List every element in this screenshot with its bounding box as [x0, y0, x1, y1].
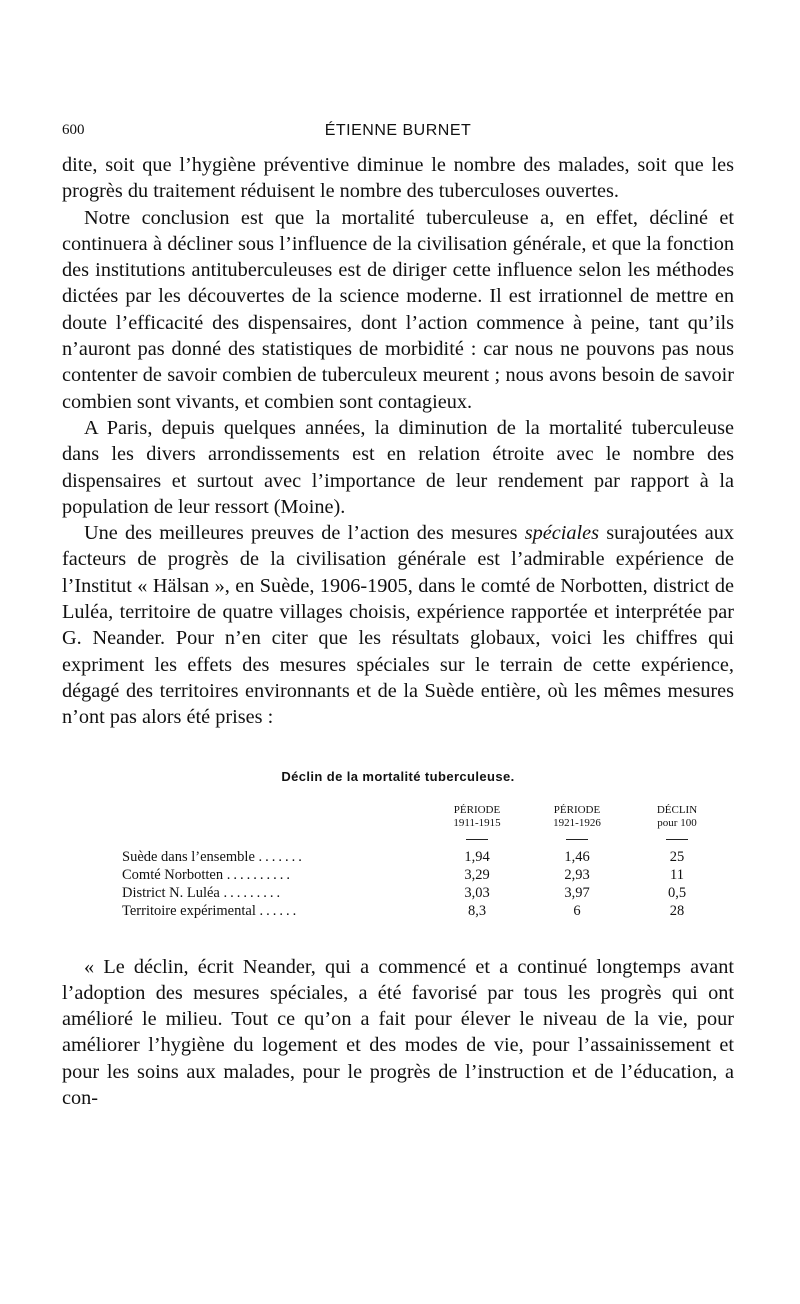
table-header-row [122, 804, 732, 830]
paragraph-4-part-1: Une des meilleures preuves de l’action des mesures [84, 522, 525, 545]
cell-decline: 0,5 [667, 884, 687, 901]
page-header [62, 118, 734, 152]
row-label: District N. Luléa [122, 884, 220, 901]
body-text-continued [62, 954, 734, 1112]
paragraph-1: dite, soit que l’hygiène préventive diminue le nombre des malades, soit que les progrès du traitement réduisent le nombre des tuberculoses ouvertes. [62, 154, 734, 203]
mortality-table-block [62, 769, 734, 920]
cell-decline: 11 [670, 866, 684, 883]
row-label: Suède dans l’ensemble [122, 848, 255, 865]
table-row [122, 848, 732, 866]
cell-period-1: 1,94 [464, 848, 490, 865]
row-label: Territoire expérimental [122, 902, 256, 919]
page-number: 600 [62, 122, 85, 138]
cell-period-2: 2,93 [564, 866, 590, 883]
leader-dots: ....... [258, 848, 305, 865]
cell-period-2: 3,97 [564, 884, 590, 901]
table-row [122, 866, 732, 884]
cell-decline: 25 [669, 848, 685, 865]
leader-dots: ......... [223, 884, 284, 901]
cell-period-1: 8,3 [467, 902, 487, 919]
paragraph-5: « Le déclin, écrit Neander, qui a commencé et a continué longtemps avant l’adoption des mesures spéciales, a été favorisé par tous les progrès qui ont amélioré le milieu. Tout ce qu’on a fait pour élever le niveau de la vie, pour améliorer l’hygiène du logement et des modes de vie, pour l’assainissement et pour les soins aux malades, pour le progrès de l’instruction et de l’éducation, a con- [62, 955, 734, 1110]
table-title: Déclin de la mortalité tuberculeuse. [281, 768, 515, 784]
cell-period-2: 1,46 [564, 848, 590, 865]
cell-decline: 28 [669, 902, 685, 919]
paragraph-4 [62, 520, 734, 730]
rule-dash [566, 839, 588, 840]
paragraph-2: Notre conclusion est que la mortalité tuberculeuse a, en effet, décliné et continuera à décliner sous l’influence de la civilisation générale, et que la fonction des institutions antituberculeuses est de diriger cette influence selon les méthodes dictées par les découvertes de la science moderne. Il est irrationnel de mettre en doute l’efficacité des dispensaires, dont l’action commence à peine, tant qu’ils n’auront pas donné des statistiques de morbidité : car nous ne pouvons pas nous contenter de savoir combien de tuberculeux meurent ; nous avons besoin de savoir combien sont vivants, et combien sont contagieux. [62, 206, 734, 413]
table-row [122, 902, 732, 920]
running-title: ÉTIENNE BURNET [324, 122, 472, 139]
leader-dots: .......... [226, 866, 293, 883]
emphasis-speciales: spéciales [524, 522, 600, 545]
paragraph-3: A Paris, depuis quelques années, la diminution de la mortalité tuberculeuse dans les divers arrondissements est en relation étroite avec le nombre des dispensaires et surtout avec l’importance de leur rendement par rapport à la population de leur ressort (Moine). [62, 416, 734, 518]
paragraph-4-part-2: surajoutées aux facteurs de progrès de la civilisation générale est l’admirable expérience de l’Institut « Hälsan », en Suède, 1906-1905, dans le comté de Norbotten, district de Luléa, territoire de quatre villages choisis, expérience rapportée et interprétée par G. Neander. Pour n’en citer que les résultats globaux, voici les chiffres qui expriment les effets des mesures spéciales sur le terrain de cette expérience, dégagé des territoires environnants et de la Suède entière, où les mêmes mesures n’ont pas alors été prises : [62, 522, 734, 729]
header-period-1: PÉRIODE 1911-1915 [453, 803, 501, 829]
cell-period-2: 6 [573, 902, 581, 919]
header-decline: DÉCLIN pour 100 [656, 803, 698, 829]
cell-period-1: 3,03 [464, 884, 490, 901]
mortality-table [122, 804, 732, 920]
leader-dots: ...... [259, 902, 300, 919]
body-text [62, 152, 734, 731]
rule-dash [666, 839, 688, 840]
row-label: Comté Norbotten [122, 866, 224, 883]
page [62, 118, 734, 1111]
header-period-2: PÉRIODE 1921-1926 [553, 803, 601, 829]
table-rule-row [122, 830, 732, 848]
rule-dash [466, 839, 488, 840]
cell-period-1: 3,29 [464, 866, 490, 883]
table-row [122, 884, 732, 902]
